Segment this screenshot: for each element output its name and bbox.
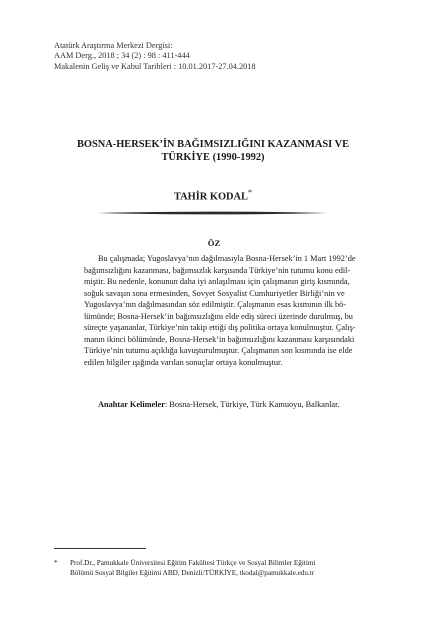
keywords-label: Anahtar Kelimeler xyxy=(98,400,165,409)
article-title xyxy=(40,138,386,164)
keywords-line xyxy=(98,400,388,409)
keywords-text: : Bosna-Hersek, Türkiye, Türk Kamuoyu, Balkanlar. xyxy=(164,400,340,409)
abstract-body xyxy=(84,253,372,368)
submission-dates: Makalenin Geliş ve Kabul Tarihleri : 10.01.2017-27.04.2018 xyxy=(54,61,256,71)
author-line xyxy=(40,188,386,202)
abstract-line: manın ikinci bölümünde, Bosna-Hersek’in bağımsızlığını kazanması karşısındaki xyxy=(84,334,355,344)
footnote-rule xyxy=(54,548,146,549)
abstract-heading: ÖZ xyxy=(207,238,221,248)
footnote-line-1: Prof.Dr., Pamukkale Üniversitesi Eğitim Fakültesi Türkçe ve Sosyal Bilimler Eğitimi xyxy=(70,559,316,567)
journal-name: Atatürk Araştırma Merkezi Dergisi: xyxy=(54,41,173,50)
journal-citation: AAM Derg., 2018 ; 34 (2) : 98 : 411-444 xyxy=(54,51,190,61)
abstract-line: bağımsızlığını kazanması, bağımsızlık karşısında Türkiye’nin tutumu konu edil- xyxy=(84,265,351,275)
abstract-line: miştir. Bu nedenle, konunun daha iyi anlaşılması için çalışmanın giriş kısmında, xyxy=(84,277,350,287)
abstract-line: Bu çalışmada; Yugoslavya’nın dağılmasıyla Bosna-Hersek’in 1 Mart 1992’de xyxy=(98,254,356,263)
title-line-2: TÜRKİYE (1990-1992) xyxy=(161,152,265,163)
journal-header xyxy=(54,41,374,72)
abstract-line: Yugoslavya’nın dağılmasından söz edilmiştir. Çalışmanın esas kısmının ilk bö- xyxy=(84,300,347,310)
title-line-1: BOSNA-HERSEK’İN BAĞIMSIZLIĞINI KAZANMASI VE xyxy=(76,139,350,150)
ornamental-divider xyxy=(98,210,328,216)
abstract-line: edilen bilgiler ışığında varılan sonuçlar ortaya konulmuştur. xyxy=(84,357,283,367)
abstract-line: soğuk savaşın sona ermesinden, Sovyet Sosyalist Cumhuriyetler Birliği’nin ve xyxy=(84,288,345,298)
footnote-mark: * xyxy=(54,559,58,567)
abstract-line: Türkiye’nin tutumu açıklığa kavuşturulmuştur. Çalışmanın son kısmında ise elde xyxy=(84,346,353,356)
author-name: TAHİR KODAL xyxy=(174,191,248,203)
abstract-line: süreçte yaşananlar, Türkiye’nin takip ettiği dış politika ortaya konulmuştur. Çalış- xyxy=(84,323,356,333)
footnote-line-2: Bölümü Sosyal Bilgiler Eğitimi ABD, Denizli/TÜRKİYE, tkodal@pamukkale.edu.tr xyxy=(70,569,315,577)
abstract-line: lümünde; Bosna-Hersek’in bağımsızlığını elde ediş süreci üzerinde durulmuş, bu xyxy=(84,311,353,321)
footnote-text xyxy=(70,558,374,578)
author-footnote-mark[interactable]: * xyxy=(248,188,252,197)
